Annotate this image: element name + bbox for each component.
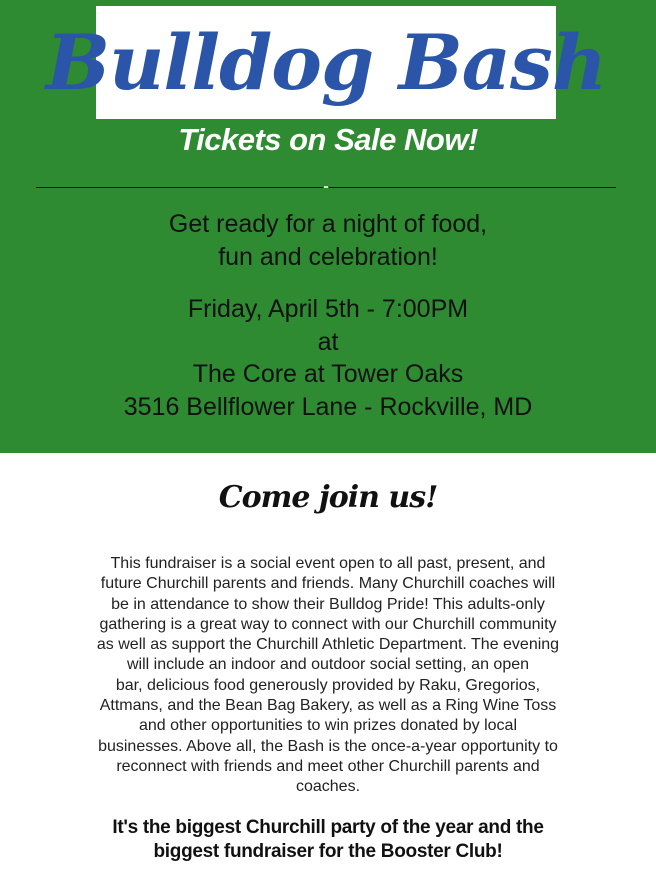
description-line: businesses. Above all, the Bash is the once-a-year opportunity to [98,737,558,755]
description-line: This fundraiser is a social event open to all past, present, and [110,555,546,572]
divider-dot [324,186,328,188]
description-line: be in attendance to show their Bulldog Pride! This adults-only [111,595,545,613]
event-date-time: Friday, April 5th - 7:00PM [187,295,469,323]
description-line: will include an indoor and outdoor social setting, an open [126,656,530,674]
tagline [0,208,656,274]
description-line: future Churchill parents and friends. Many Churchill coaches will [100,575,556,593]
event-at: at [317,327,339,356]
closing-line-2: biggest fundraiser for the Booster Club! [153,841,503,862]
title-box [45,6,607,119]
event-address: 3516 Bellflower Lane - Rockville, MD [123,392,533,421]
tickets-subtitle: Tickets on Sale Now! [178,122,478,157]
description-line: reconnect with friends and meet other Churchill parents and [116,757,540,775]
event-venue: The Core at Tower Oaks [192,360,464,388]
description-line: as well as support the Churchill Athletic Department. The evening [96,636,560,654]
description-line: and other opportunities to win prizes donated by local [138,717,517,735]
description-line: coaches. [295,778,361,796]
closing-line-1: It's the biggest Churchill party of the year and the [112,817,544,838]
description-line: Attmans, and the Bean Bag Bakery, as well as a Ring Wine Toss [99,697,557,715]
join-heading: Come join us! [218,480,438,515]
divider-right [329,187,616,188]
description-line: gathering is a great way to connect with our Churchill community [99,615,557,633]
tagline-line-1: Get ready for a night of food, [168,210,488,238]
divider-left [36,187,323,188]
event-details [0,293,656,423]
description-line: bar, delicious food generously provided by Raku, Gregorios, [115,676,541,694]
closing-statement [60,816,596,864]
description-paragraph [78,554,578,798]
event-title: Bulldog Bash [45,17,607,107]
tagline-line-2: fun and celebration! [218,243,438,271]
